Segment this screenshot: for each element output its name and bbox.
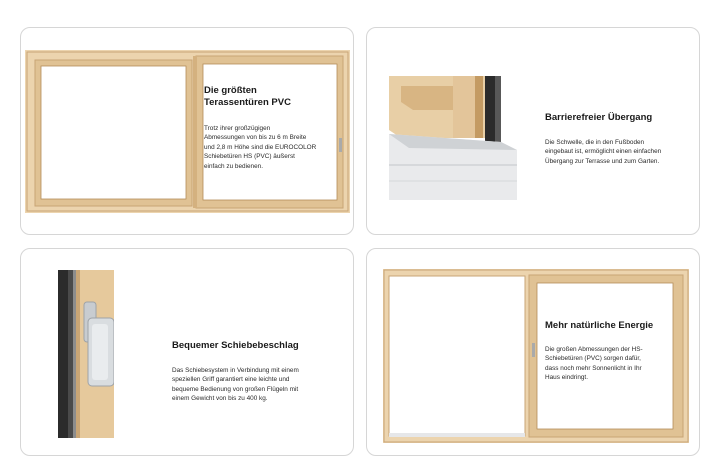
- feature-card-natural-energy: [366, 248, 700, 456]
- card-description: Das Schiebesystem in Verbindung mit einem speziellen Griff garantiert eine leichte und bequeme Bedienung von großen Flügeln mit einem Gewicht von bis zu 400 kg.: [172, 367, 299, 403]
- card-title: Die größten Terassentüren PVC: [204, 85, 291, 108]
- card-title: Barrierefreier Übergang: [545, 112, 653, 123]
- card-description: Die großen Abmessungen der HS- Schiebetüren (PVC) sorgen dafür, dass noch mehr Sonnenlicht in Ihr Haus eindringt.: [545, 346, 643, 382]
- threshold-detail-icon: [389, 76, 517, 200]
- feature-card-sliding-hardware: [20, 248, 354, 456]
- sliding-door-open-icon: [383, 269, 689, 443]
- feature-card-barrier-free: [366, 27, 700, 235]
- card-description: Die Schwelle, die in den Fußboden eingebaut ist, ermöglicht einen einfachen Übergang zur Terrasse und zum Garten.: [545, 139, 662, 165]
- card-title: Bequemer Schiebebeschlag: [172, 340, 299, 351]
- card-description: Trotz ihrer großzügigen Abmessungen von bis zu 6 m Breite und 2,8 m Höhe sind die EUROCOLOR Schiebetüren HS (PVC) äußerst einfach zu bedienen.: [204, 125, 317, 170]
- door-handle-icon: [58, 270, 114, 438]
- card-title: Mehr natürliche Energie: [545, 320, 654, 331]
- feature-card-largest-doors: [20, 27, 354, 235]
